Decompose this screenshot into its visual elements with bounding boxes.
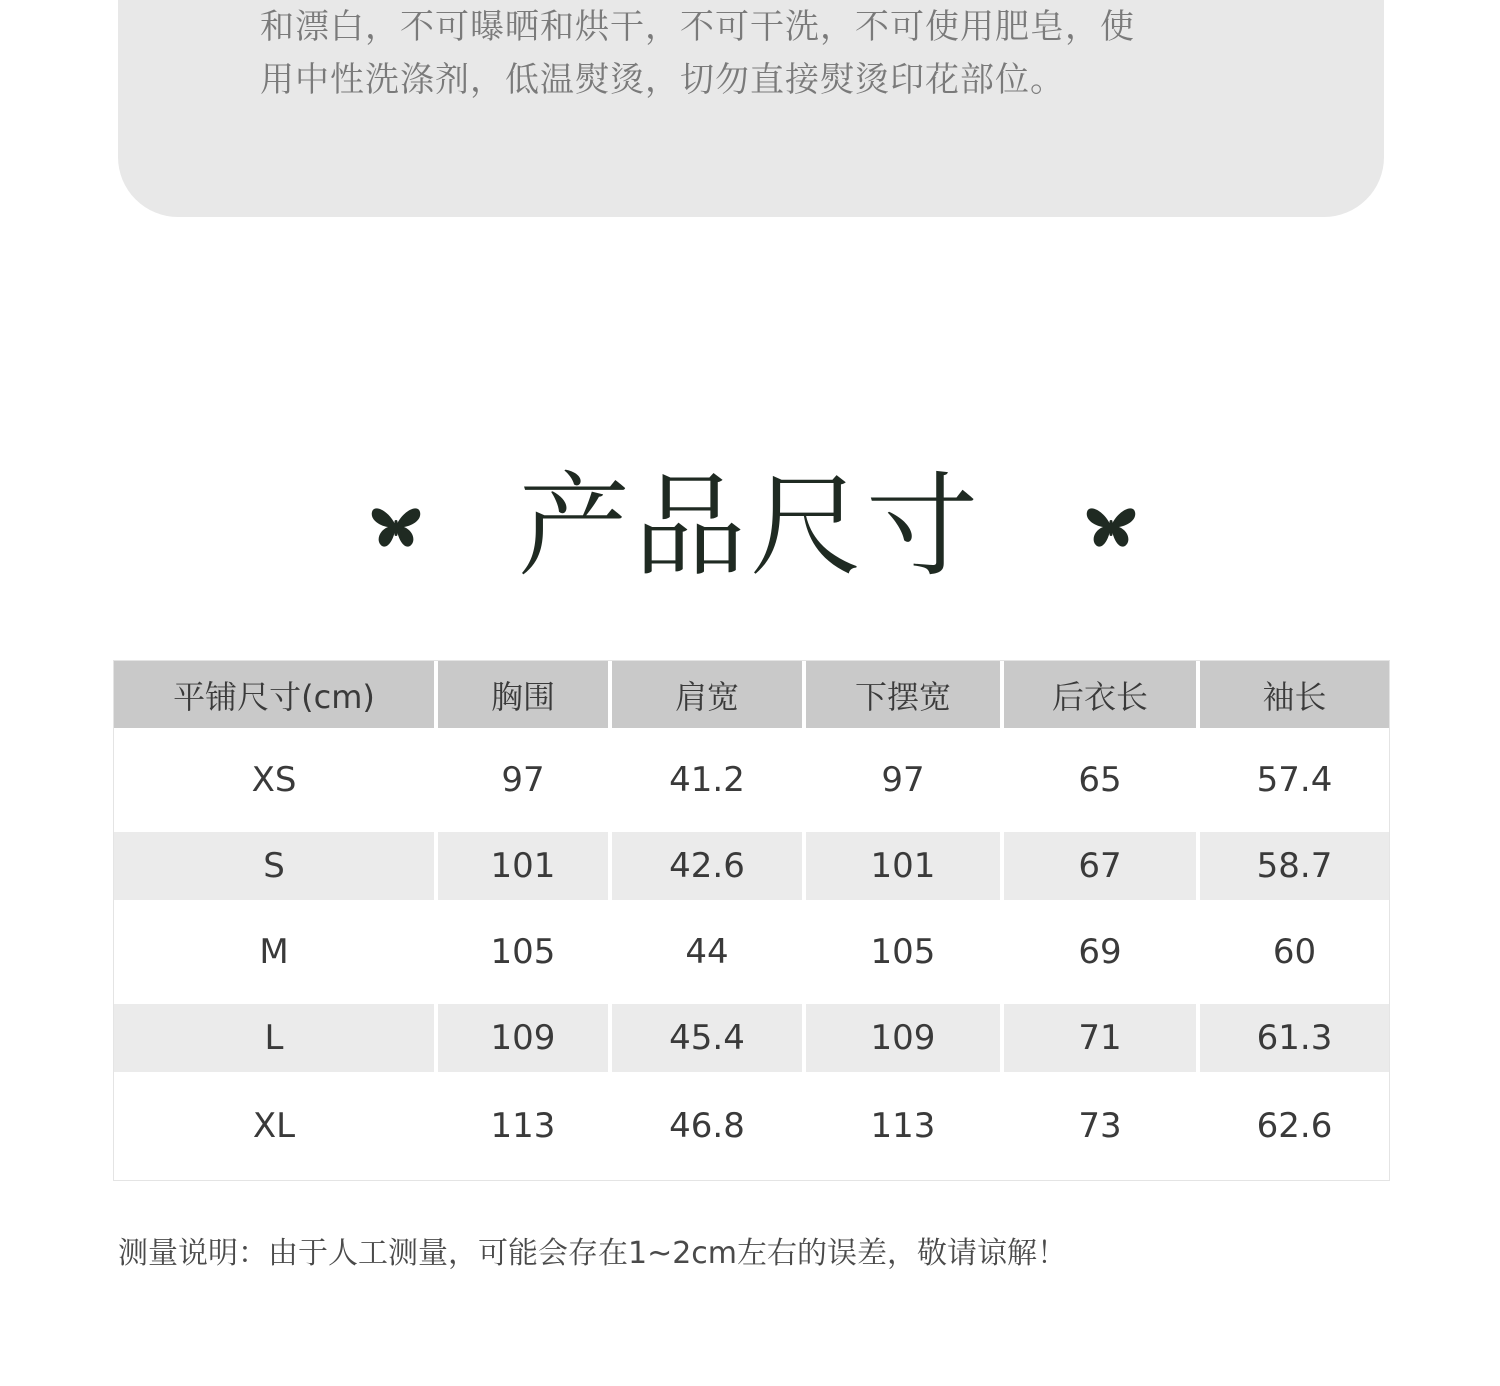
table-row — [114, 900, 1389, 1004]
table-cell: 113 — [438, 1072, 612, 1180]
table-cell: 105 — [806, 900, 1004, 1004]
table-cell: 42.6 — [612, 832, 806, 900]
care-instructions-panel — [118, 0, 1384, 217]
table-cell-size: XL — [114, 1072, 438, 1180]
table-cell: 71 — [1004, 1004, 1200, 1072]
table-cell: 101 — [438, 832, 612, 900]
section-title-row — [0, 462, 1500, 595]
table-row — [114, 1004, 1389, 1072]
table-cell: 44 — [612, 900, 806, 1004]
care-line-2: 用中性洗涤剂，低温熨烫，切勿直接熨烫印花部位。 — [260, 60, 1065, 100]
section-title: 产品尺寸 — [518, 462, 982, 592]
table-cell-size: L — [114, 1004, 438, 1072]
table-cell: 113 — [806, 1072, 1004, 1180]
table-row — [114, 1072, 1389, 1180]
table-cell: 62.6 — [1200, 1072, 1389, 1180]
table-cell: 67 — [1004, 832, 1200, 900]
header-hem-width: 下摆宽 — [806, 661, 1004, 728]
table-cell: 109 — [438, 1004, 612, 1072]
measurement-note: 测量说明：由于人工测量，可能会存在1~2cm左右的误差，敬请谅解！ — [118, 1236, 1068, 1271]
table-cell: 105 — [438, 900, 612, 1004]
header-flat-size: 平铺尺寸(cm) — [114, 661, 438, 728]
table-row — [114, 728, 1389, 832]
header-shoulder: 肩宽 — [612, 661, 806, 728]
butterfly-icon — [368, 498, 424, 554]
table-cell: 41.2 — [612, 728, 806, 832]
table-header-row — [114, 661, 1389, 728]
header-chest: 胸围 — [438, 661, 612, 728]
table-cell: 97 — [438, 728, 612, 832]
table-cell: 101 — [806, 832, 1004, 900]
table-cell-size: S — [114, 832, 438, 900]
care-instructions-text — [260, 1, 1260, 107]
size-chart-table — [113, 660, 1390, 1181]
table-cell: 58.7 — [1200, 832, 1389, 900]
header-back-length: 后衣长 — [1004, 661, 1200, 728]
table-cell: 109 — [806, 1004, 1004, 1072]
table-cell: 65 — [1004, 728, 1200, 832]
table-cell: 73 — [1004, 1072, 1200, 1180]
table-cell-size: XS — [114, 728, 438, 832]
table-cell: 97 — [806, 728, 1004, 832]
header-sleeve-length: 袖长 — [1200, 661, 1389, 728]
butterfly-icon — [1083, 498, 1139, 554]
table-cell: 61.3 — [1200, 1004, 1389, 1072]
care-line-1: 和漂白，不可曝晒和烘干，不可干洗，不可使用肥皂，使 — [260, 7, 1135, 47]
table-cell: 60 — [1200, 900, 1389, 1004]
table-cell: 46.8 — [612, 1072, 806, 1180]
table-row — [114, 832, 1389, 900]
table-cell-size: M — [114, 900, 438, 1004]
table-cell: 57.4 — [1200, 728, 1389, 832]
table-cell: 45.4 — [612, 1004, 806, 1072]
table-cell: 69 — [1004, 900, 1200, 1004]
